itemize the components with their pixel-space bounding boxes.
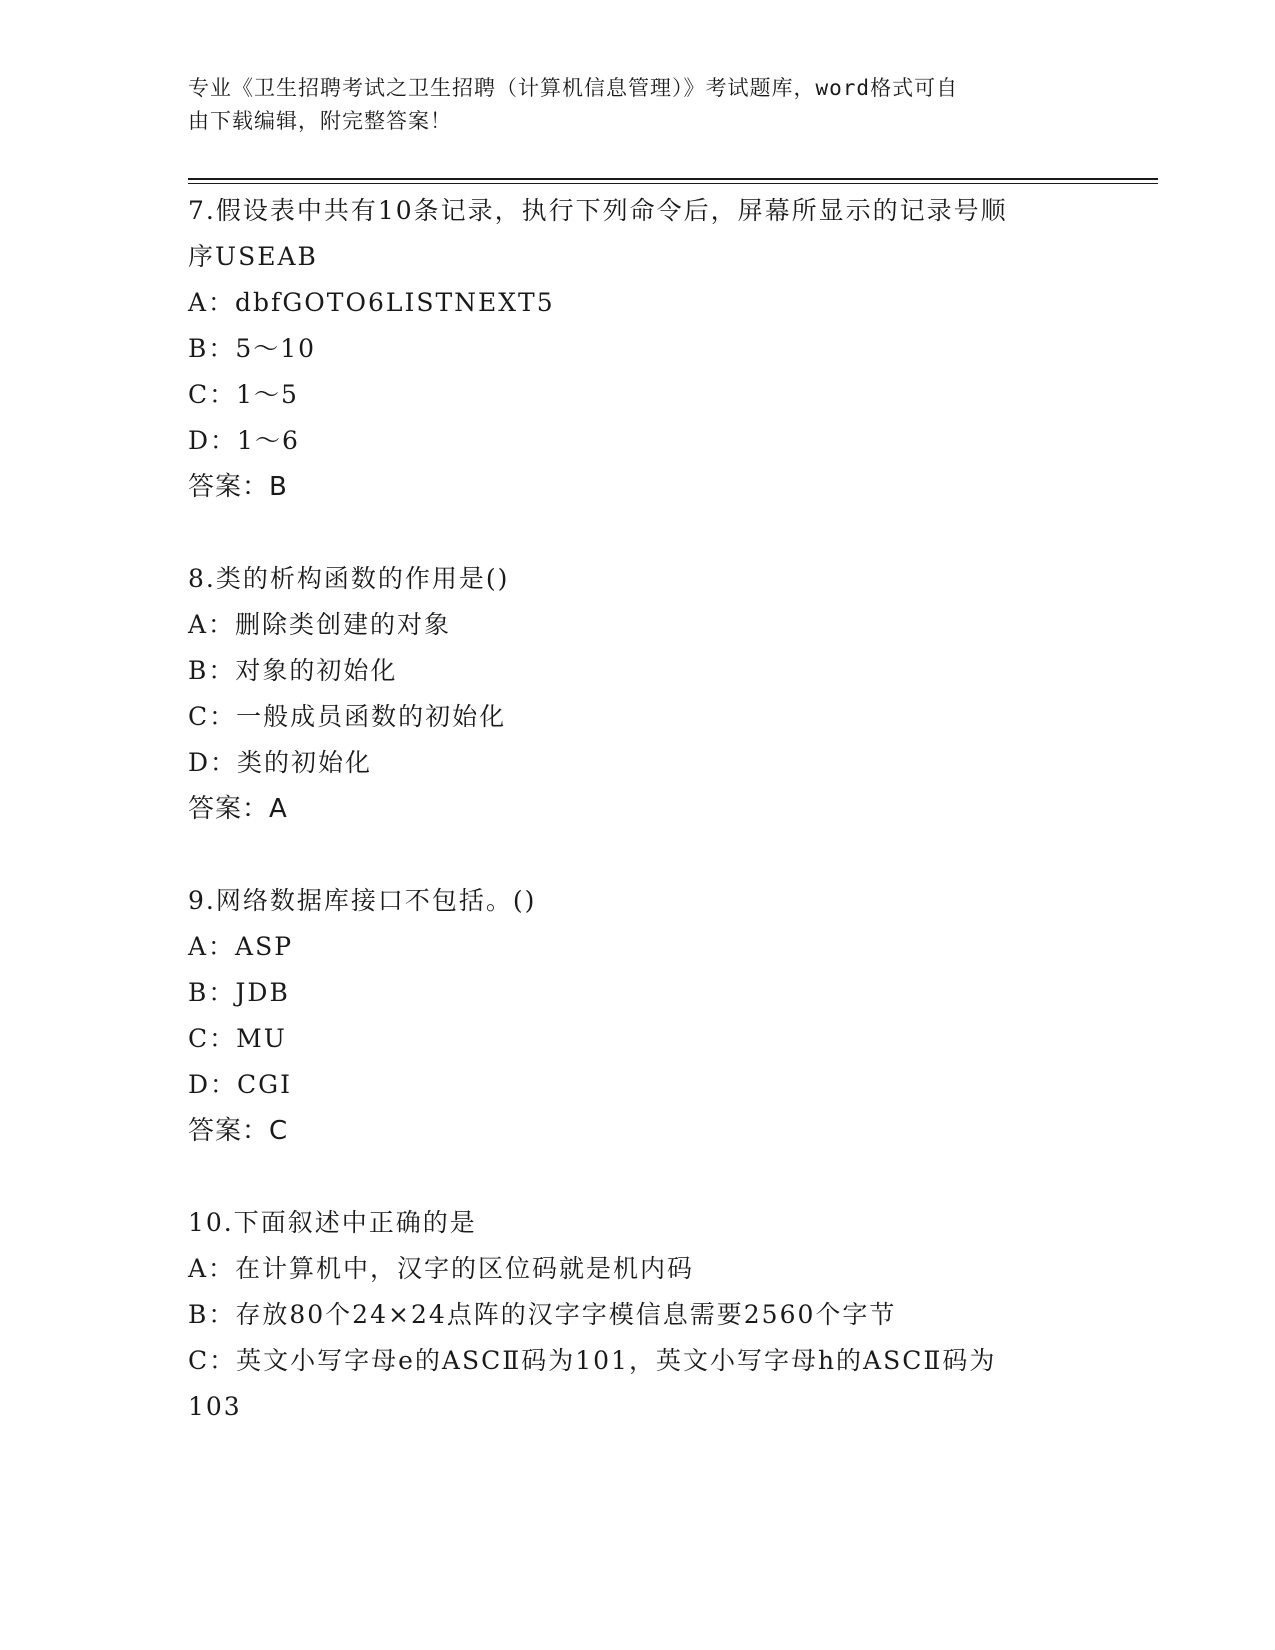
- question-spacer: [188, 510, 1088, 556]
- option-c-continued: 103: [188, 1392, 242, 1421]
- option-c: C：英文小写字母e的ASCⅡ码为101，英文小写字母h的ASCⅡ码为: [188, 1346, 997, 1375]
- header-divider-thin: [188, 183, 1158, 184]
- question-item: [188, 1200, 1088, 1430]
- question-stem-continued: 序USEAB: [188, 242, 318, 271]
- question-item: [188, 878, 1088, 1154]
- option-d: D：类的初始化: [188, 748, 373, 777]
- question-list: [188, 188, 1088, 1430]
- option-a: A：删除类创建的对象: [188, 610, 452, 639]
- option-c: C：MU: [188, 1024, 287, 1053]
- header-divider: [188, 178, 1158, 180]
- question-item: [188, 556, 1088, 832]
- option-d: D：CGI: [188, 1070, 293, 1099]
- question-stem: 9.网络数据库接口不包括。(): [188, 886, 537, 915]
- option-b: B：存放80个24×24点阵的汉字字模信息需要2560个字节: [188, 1300, 897, 1329]
- question-stem: 8.类的析构函数的作用是(): [188, 564, 510, 593]
- option-a: A：ASP: [188, 932, 294, 961]
- option-c: C：一般成员函数的初始化: [188, 702, 507, 731]
- option-b: B：JDB: [188, 978, 290, 1007]
- question-stem: 7.假设表中共有10条记录，执行下列命令后，屏幕所显示的记录号顺: [188, 196, 1008, 225]
- option-c: C：1～5: [188, 380, 299, 409]
- question-spacer: [188, 1154, 1088, 1200]
- option-a: A：在计算机中，汉字的区位码就是机内码: [188, 1254, 695, 1283]
- answer-label: 答案：B: [188, 472, 288, 502]
- document-header: [188, 72, 1068, 138]
- answer-label: 答案：C: [188, 1116, 289, 1146]
- question-stem: 10.下面叙述中正确的是: [188, 1208, 477, 1237]
- header-line-2: 由下载编辑，附完整答案！: [188, 109, 452, 133]
- question-spacer: [188, 832, 1088, 878]
- option-a: A：dbfGOTO6LISTNEXT5: [188, 288, 555, 317]
- option-b: B：5～10: [188, 334, 317, 363]
- option-d: D：1～6: [188, 426, 300, 455]
- question-item: [188, 188, 1088, 510]
- header-line-1: 专业《卫生招聘考试之卫生招聘（计算机信息管理）》考试题库，word格式可自: [188, 76, 959, 100]
- option-b: B：对象的初始化: [188, 656, 398, 685]
- answer-label: 答案：A: [188, 794, 288, 824]
